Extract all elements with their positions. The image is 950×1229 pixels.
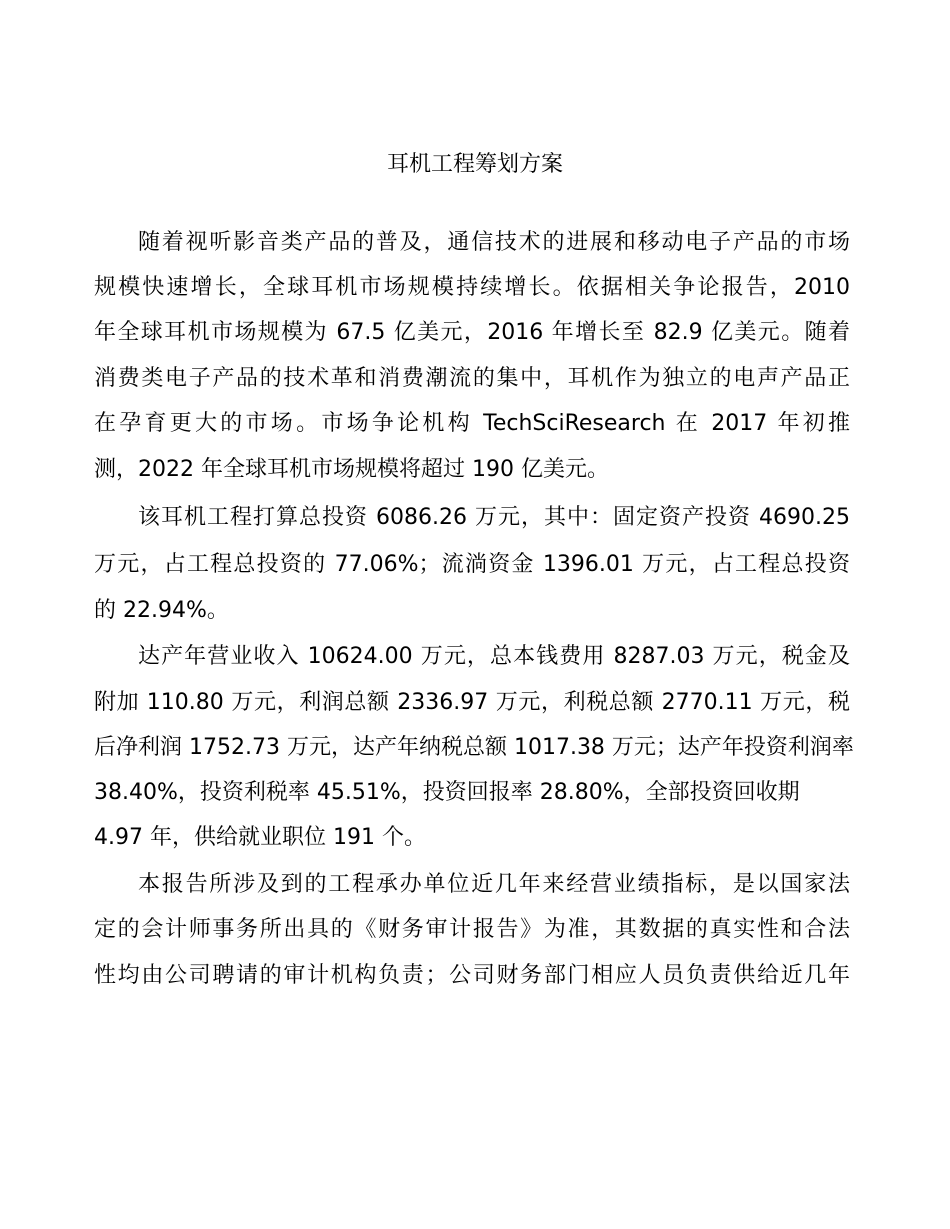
paragraph-line: 万元，占工程总投资的 77.06%；流淌资金 1396.01 万元，占工程总投资 [94,552,850,577]
paragraph-line: 规模快速增长，全球耳机市场规模持续增长。依据相关争论报告，2010 [94,275,850,300]
paragraph-line: 随着视听影音类产品的普及，通信技术的进展和移动电子产品的市场 [138,230,850,255]
paragraph-line: 该耳机工程打算总投资 6086.26 万元，其中：固定资产投资 4690.25 [138,505,850,530]
paragraph-line: 达产年营业收入 10624.00 万元，总本钱费用 8287.03 万元，税金及 [138,644,850,669]
paragraph-line: 4.97 年，供给就业职位 191 个。 [94,825,426,850]
paragraph-line: 本报告所涉及到的工程承办单位近几年来经营业绩指标，是以国家法 [138,872,850,897]
paragraph-line: 年全球耳机市场规模为 67.5 亿美元，2016 年增长至 82.9 亿美元。随着 [94,320,850,345]
paragraph-line: 后净利润 1752.73 万元，达产年纳税总额 1017.38 万元；达产年投资利润率 [94,735,854,760]
paragraph-line: 性均由公司聘请的审计机构负责；公司财务部门相应人员负责供给近几年 [94,963,850,988]
paragraph-line: 附加 110.80 万元，利润总额 2336.97 万元，利税总额 2770.11 万元，税 [94,690,850,715]
paragraph-line: 38.40%，投资利税率 45.51%，投资回报率 28.80%，全部投资回收期 [94,780,800,805]
paragraph-line: 在孕育更大的市场。市场争论机构 TechSciResearch 在 2017 年初推 [94,411,850,436]
paragraph-line: 定的会计师事务所出具的《财务审计报告》为准，其数据的真实性和合法 [94,917,850,942]
paragraph-line: 测，2022 年全球耳机市场规模将超过 190 亿美元。 [94,457,609,482]
paragraph-line: 的 22.94%。 [94,598,229,623]
paragraph-line: 消费类电子产品的技术革和消费潮流的集中，耳机作为独立的电声产品正 [94,366,850,391]
document-title: 耳机工程筹划方案 [386,152,563,177]
